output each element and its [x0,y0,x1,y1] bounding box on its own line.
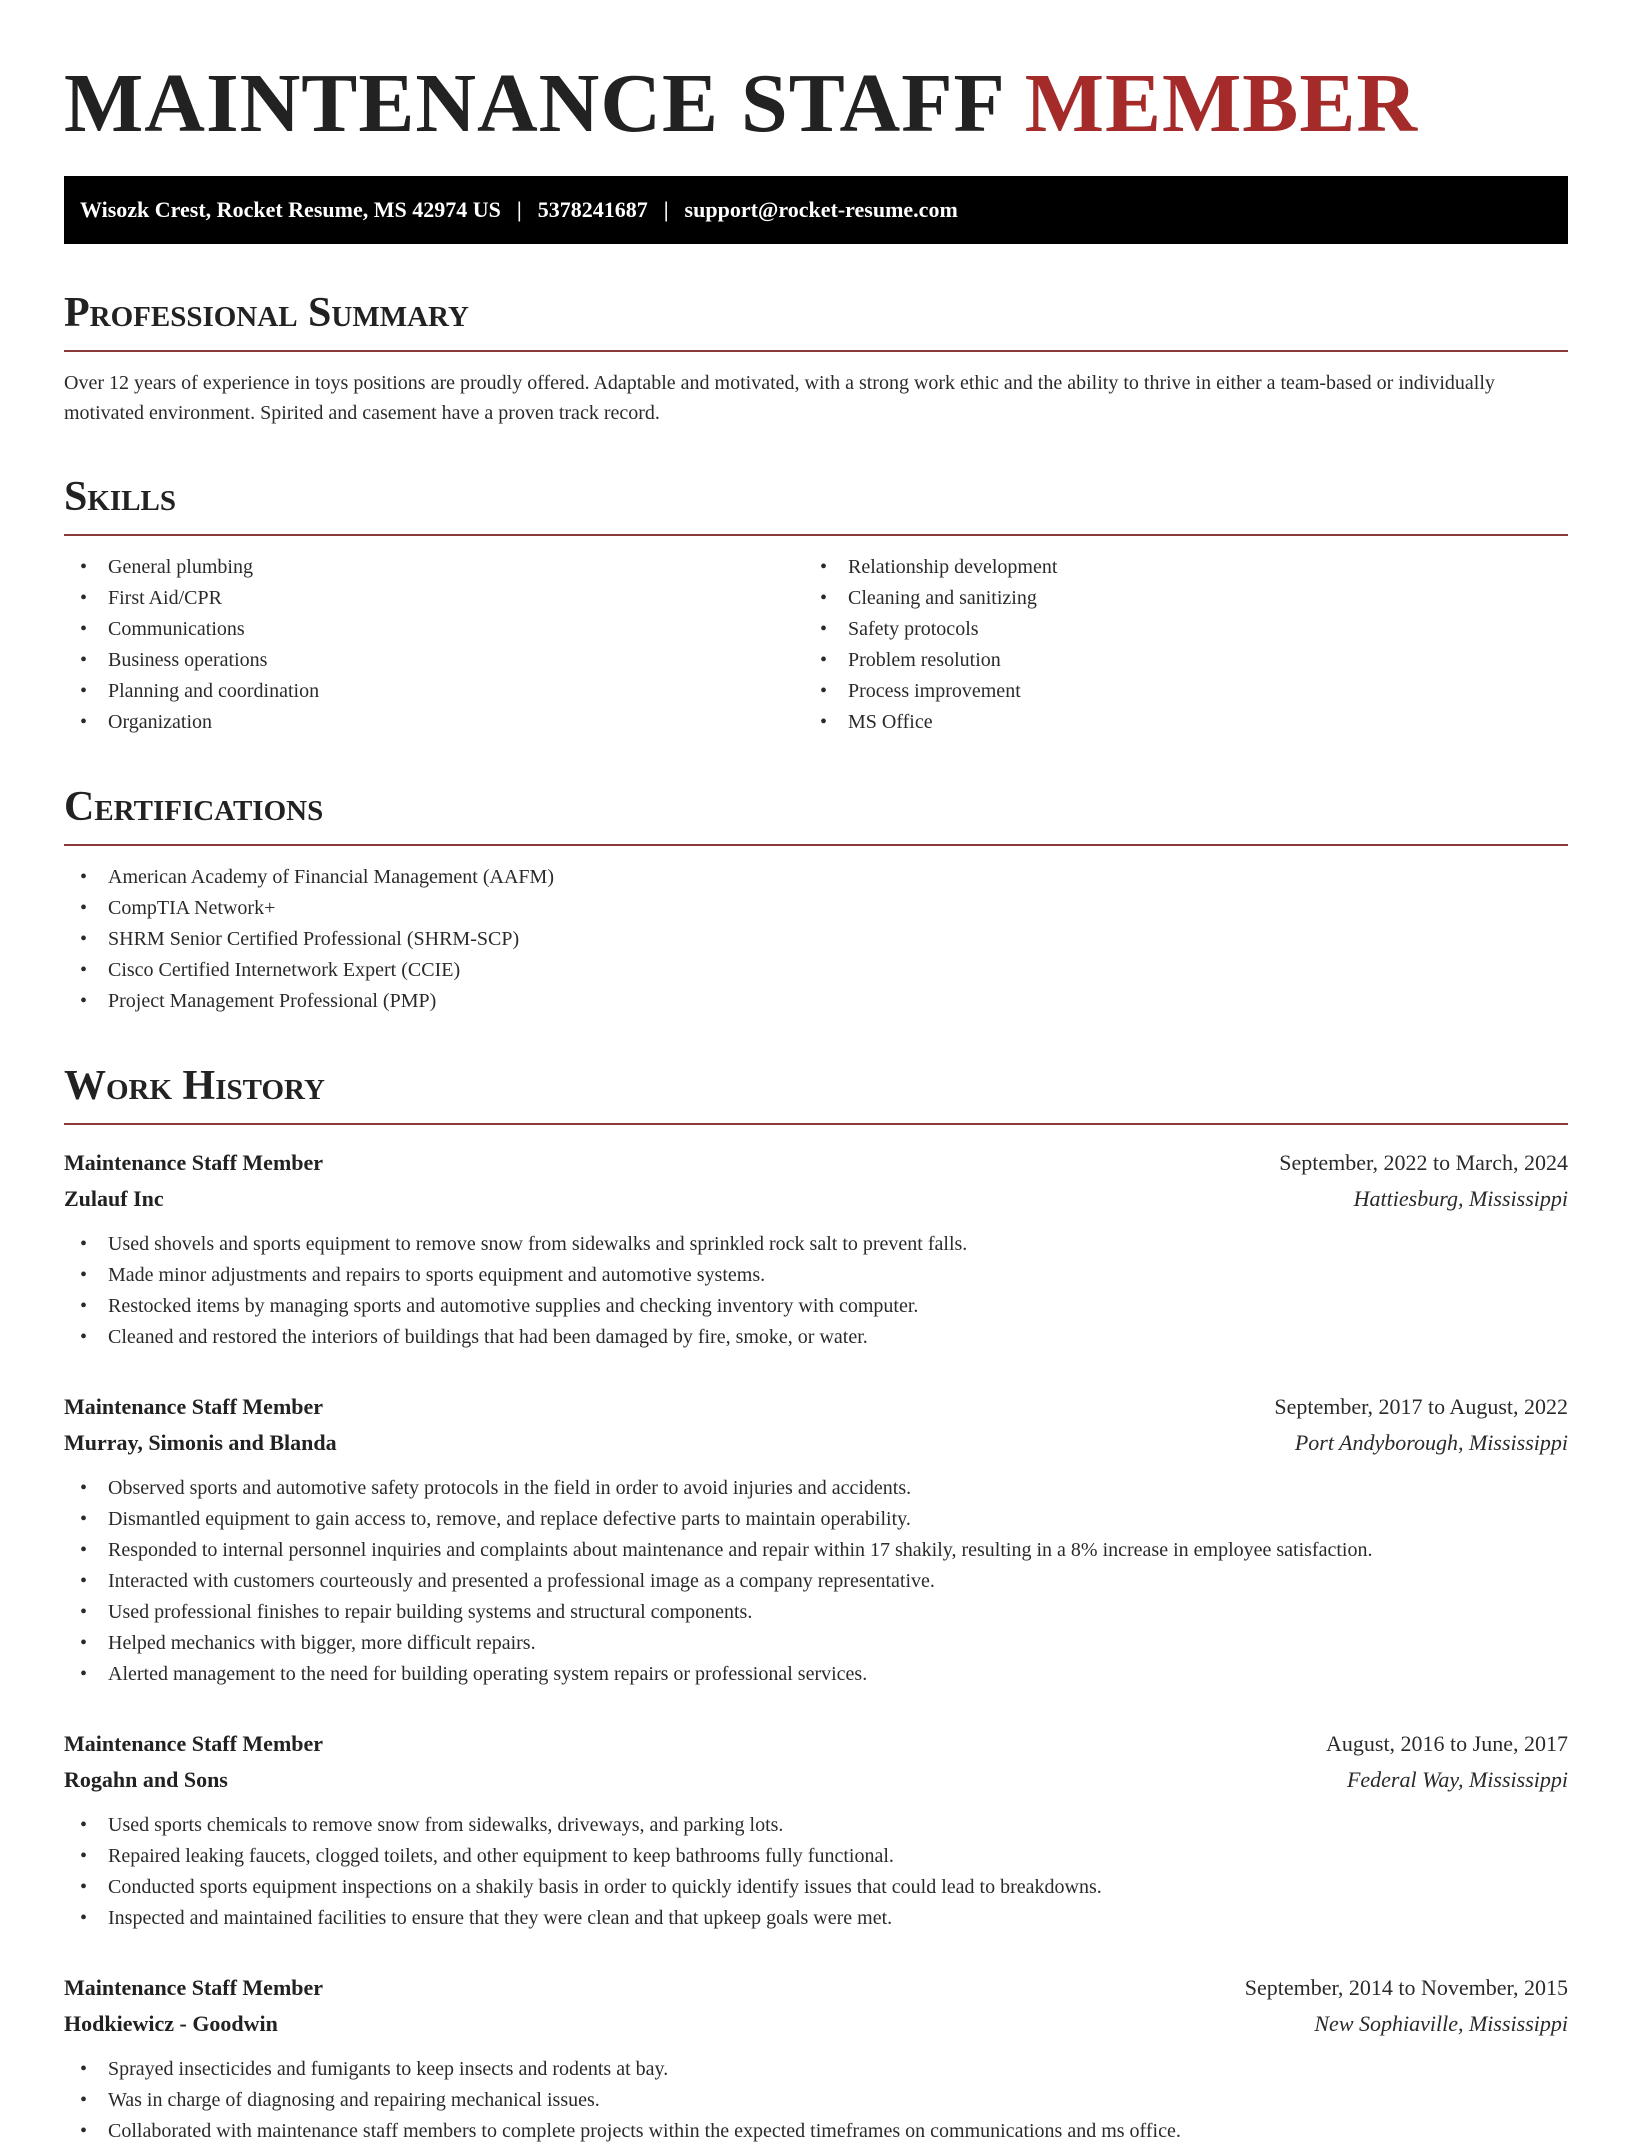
job-duty: • Responded to internal personnel inquiries and complaints about maintenance and repair within 17 shakily, resulting in a 8% increase in employee satisfaction. [64,1535,1568,1566]
job-location: New Sophiaville, Mississippi [1314,2011,1568,2036]
job-duty: • Repaired leaking faucets, clogged toilets, and other equipment to keep bathrooms fully functional. [64,1841,1568,1872]
job-duty: • Dismantled equipment to gain access to, remove, and replace defective parts to maintain operability. [64,1504,1568,1535]
job-duties [64,2054,1568,2147]
job-company: Zulauf Inc [64,1186,164,1211]
job-duties [64,1229,1568,1353]
job-company-row [64,1762,1568,1798]
contact-phone[interactable]: 5378241687 [537,197,648,222]
job-entry [64,1389,1568,1690]
skills-list-right [804,552,1544,738]
certifications-heading: Certifications [64,782,1568,846]
job-duty: • Used shovels and sports equipment to remove snow from sidewalks and sprinkled rock salt to prevent falls. [64,1229,1568,1260]
job-entry [64,1970,1568,2147]
job-company-row [64,1425,1568,1461]
certification-item: • Project Management Professional (PMP) [64,986,1568,1017]
job-header-row [64,1145,1568,1181]
job-company: Hodkiewicz - Goodwin [64,2011,278,2036]
skill-item: • Business operations [64,645,804,676]
job-duty: • Interacted with customers courteously and presented a professional image as a company representative. [64,1566,1568,1597]
certification-item: • SHRM Senior Certified Professional (SHRM-SCP) [64,924,1568,955]
job-header-row [64,1970,1568,2006]
job-duty: • Collaborated with maintenance staff members to complete projects within the expected timeframes on communications and ms office. [64,2116,1568,2147]
contact-email[interactable]: support@rocket-resume.com [684,197,958,222]
job-duty: • Used sports chemicals to remove snow from sidewalks, driveways, and parking lots. [64,1810,1568,1841]
skills-list-left [64,552,804,738]
job-title: Maintenance Staff Member [64,1731,324,1756]
job-location: Hattiesburg, Mississippi [1353,1186,1568,1211]
job-dates: September, 2017 to August, 2022 [1274,1394,1568,1419]
skill-item: • MS Office [804,707,1544,738]
summary-text: Over 12 years of experience in toys positions are proudly offered. Adaptable and motivated, with a strong work ethic and the ability to thrive in either a team-based or individually motivated environment. Spirited and casement have a proven track record. [64,372,1495,424]
job-dates: September, 2022 to March, 2024 [1279,1150,1568,1175]
certification-item: • CompTIA Network+ [64,893,1568,924]
certification-item: • American Academy of Financial Management (AAFM) [64,862,1568,893]
job-duty: • Conducted sports equipment inspections on a shakily basis in order to quickly identify issues that could lead to breakdowns. [64,1872,1568,1903]
skills-heading: Skills [64,472,1568,536]
job-duty: • Used professional finishes to repair building systems and structural components. [64,1597,1568,1628]
candidate-name [64,56,1568,152]
job-header-row [64,1726,1568,1762]
contact-bar [64,176,1568,244]
contact-separator: | [663,197,669,222]
skills-grid [64,552,1568,738]
job-duties [64,1473,1568,1690]
certification-item: • Cisco Certified Internetwork Expert (CCIE) [64,955,1568,986]
job-duty: • Restocked items by managing sports and automotive supplies and checking inventory with computer. [64,1291,1568,1322]
job-duty: • Sprayed insecticides and fumigants to keep insects and rodents at bay. [64,2054,1568,2085]
job-title: Maintenance Staff Member [64,1150,324,1175]
job-company-row [64,2006,1568,2042]
skill-item: • General plumbing [64,552,804,583]
job-header-row [64,1389,1568,1425]
job-entry [64,1145,1568,1353]
job-duty: • Was in charge of diagnosing and repairing mechanical issues. [64,2085,1568,2116]
job-duty: • Made minor adjustments and repairs to sports equipment and automotive systems. [64,1260,1568,1291]
job-duty: • Cleaned and restored the interiors of buildings that had been damaged by fire, smoke, or water. [64,1322,1568,1353]
job-duty: • Helped mechanics with bigger, more difficult repairs. [64,1628,1568,1659]
skill-item: • Problem resolution [804,645,1544,676]
skill-item: • Safety protocols [804,614,1544,645]
job-company-row [64,1181,1568,1217]
work-history-heading: Work History [64,1061,1568,1125]
job-location: Federal Way, Mississippi [1346,1767,1568,1792]
skill-item: • Cleaning and sanitizing [804,583,1544,614]
job-company: Murray, Simonis and Blanda [64,1430,337,1455]
job-location: Port Andyborough, Mississippi [1294,1430,1568,1455]
skill-item: • Process improvement [804,676,1544,707]
contact-separator: | [516,197,522,222]
skill-item: • Relationship development [804,552,1544,583]
name-first: MAINTENANCE STAFF [64,57,1003,150]
certifications-list [64,862,1568,1017]
job-entry [64,1726,1568,1934]
summary-heading: Professional Summary [64,288,1568,352]
job-duty: • Observed sports and automotive safety protocols in the field in order to avoid injuries and accidents. [64,1473,1568,1504]
job-dates: August, 2016 to June, 2017 [1326,1731,1568,1756]
job-duty: • Inspected and maintained facilities to ensure that they were clean and that upkeep goals were met. [64,1903,1568,1934]
job-title: Maintenance Staff Member [64,1975,324,2000]
name-last: MEMBER [1024,57,1419,150]
skill-item: • First Aid/CPR [64,583,804,614]
job-duty: • Alerted management to the need for building operating system repairs or professional services. [64,1659,1568,1690]
job-duties [64,1810,1568,1934]
contact-address: Wisozk Crest, Rocket Resume, MS 42974 US [80,197,501,222]
job-title: Maintenance Staff Member [64,1394,324,1419]
skill-item: • Planning and coordination [64,676,804,707]
job-company: Rogahn and Sons [64,1767,228,1792]
skill-item: • Communications [64,614,804,645]
job-dates: September, 2014 to November, 2015 [1244,1975,1568,2000]
skill-item: • Organization [64,707,804,738]
